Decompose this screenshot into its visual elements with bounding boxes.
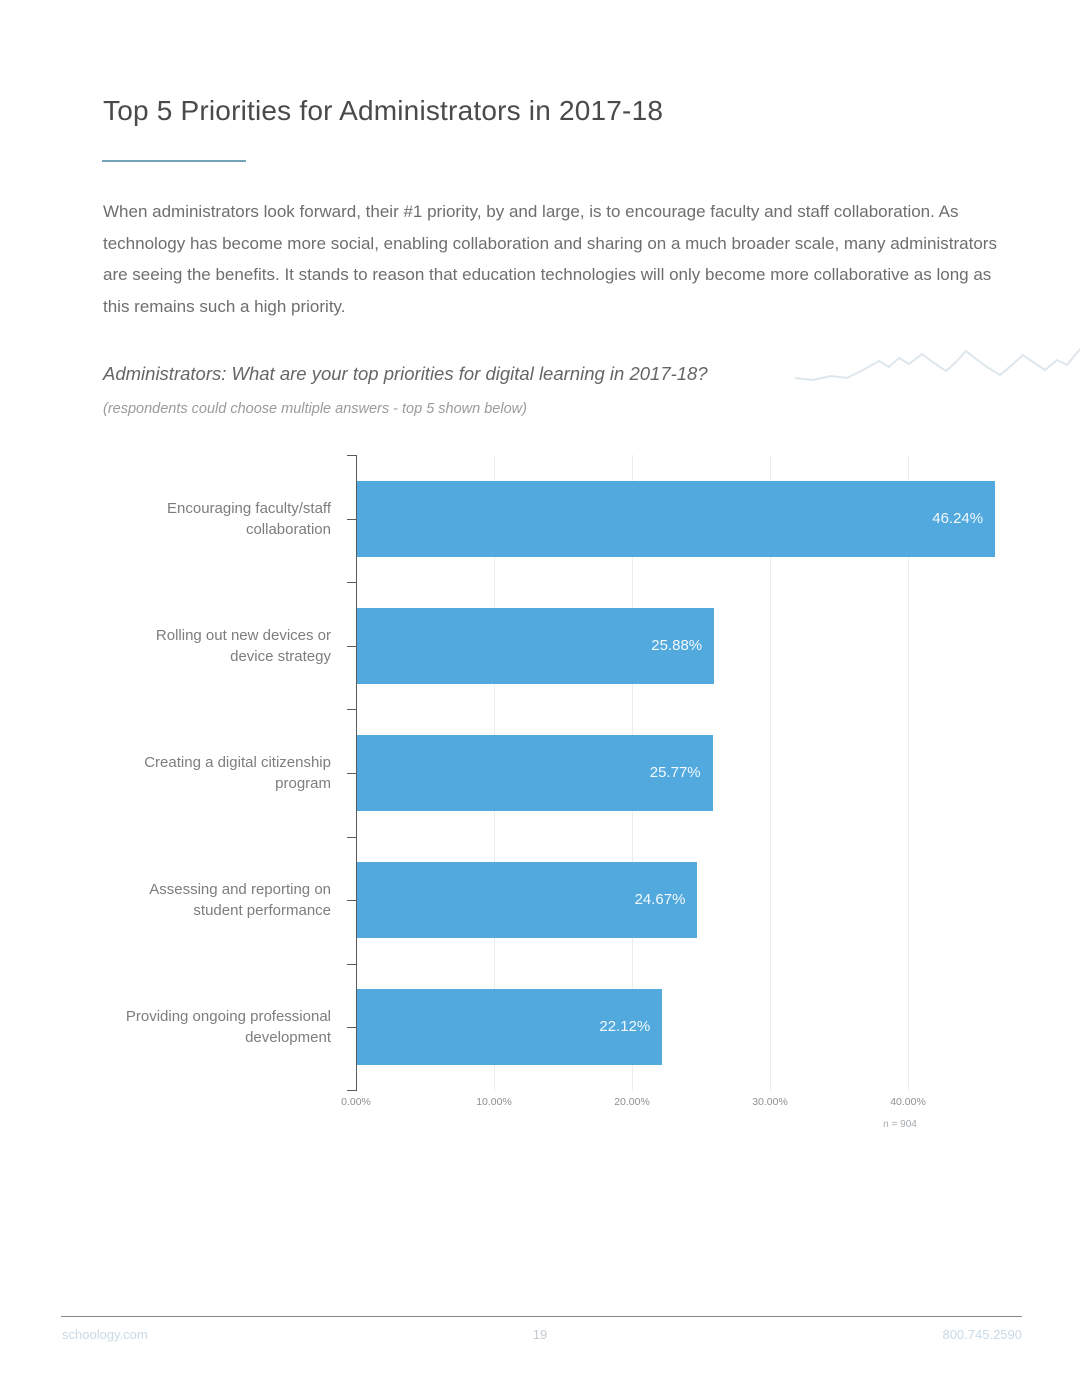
y-axis-tick [347, 1027, 356, 1028]
bar [357, 481, 995, 557]
footer-website-link[interactable]: schoology.com [62, 1327, 148, 1342]
page-title: Top 5 Priorities for Administrators in 2017-18 [103, 95, 664, 126]
y-axis-line [356, 455, 357, 1091]
category-label [0, 582, 344, 709]
footer-divider [61, 1316, 1022, 1317]
bar-value-label: 25.77% [649, 764, 701, 781]
category-label-line: Rolling out new devices or [155, 626, 331, 644]
x-axis-tick-label: 20.00% [614, 1096, 650, 1108]
y-axis-tick [347, 773, 356, 774]
intro-paragraph: When administrators look forward, their #1 priority, by and large, is to encourage faculty and staff collaboration. As technology has become more social, enabling collaboration and sharing on a much broader scale, many administrators are seeing the benefits. It stands to reason that education technologies will only become more collaborative as long as this remains such a high priority. [103, 202, 997, 316]
y-axis-tick [347, 455, 356, 456]
sample-size-label: n = 904 [883, 1119, 917, 1130]
category-label-line: program [275, 774, 331, 792]
category-label [0, 836, 344, 963]
y-axis-tick [347, 837, 356, 838]
y-axis-tick [347, 964, 356, 965]
x-axis-tick-label: 10.00% [476, 1096, 512, 1108]
bar [357, 989, 662, 1065]
page-number: 19 [532, 1327, 548, 1342]
category-label [0, 963, 344, 1090]
bar-value-label: 22.12% [599, 1018, 651, 1035]
bar [357, 735, 713, 811]
category-label-line: development [245, 1028, 331, 1046]
y-axis-tick [347, 900, 356, 901]
y-axis-tick [347, 582, 356, 583]
category-label [0, 455, 344, 582]
title-underline [102, 160, 246, 162]
y-axis-tick [347, 709, 356, 710]
category-label-line: Encouraging faculty/staff [167, 499, 331, 517]
bar-value-label: 24.67% [634, 891, 686, 908]
bar [357, 608, 714, 684]
bar-value-label: 25.88% [651, 637, 703, 654]
category-label-line: Creating a digital citizenship [144, 753, 331, 771]
category-label-line: Providing ongoing professional [125, 1007, 331, 1025]
chart-note: (respondents could choose multiple answers - top 5 shown below) [103, 401, 527, 417]
category-label [0, 709, 344, 836]
x-axis-tick-label: 0.00% [341, 1096, 371, 1108]
chart-question: Administrators: What are your top priorities for digital learning in 2017-18? [103, 363, 708, 384]
y-axis-tick [347, 646, 356, 647]
y-axis-tick [347, 519, 356, 520]
category-label-line: Assessing and reporting on [149, 880, 331, 898]
footer-phone: 800.745.2590 [942, 1327, 1022, 1342]
category-label-line: device strategy [230, 647, 331, 665]
category-label-line: collaboration [245, 520, 331, 538]
x-axis-tick-label: 40.00% [890, 1096, 926, 1108]
x-axis-tick-label: 30.00% [752, 1096, 788, 1108]
category-label-line: student performance [193, 901, 331, 919]
bar-value-label: 46.24% [932, 510, 984, 527]
decorative-sparkline-icon [795, 336, 1080, 398]
y-axis-tick [347, 1090, 356, 1091]
bar [357, 862, 697, 938]
bar-chart [0, 455, 1080, 1175]
